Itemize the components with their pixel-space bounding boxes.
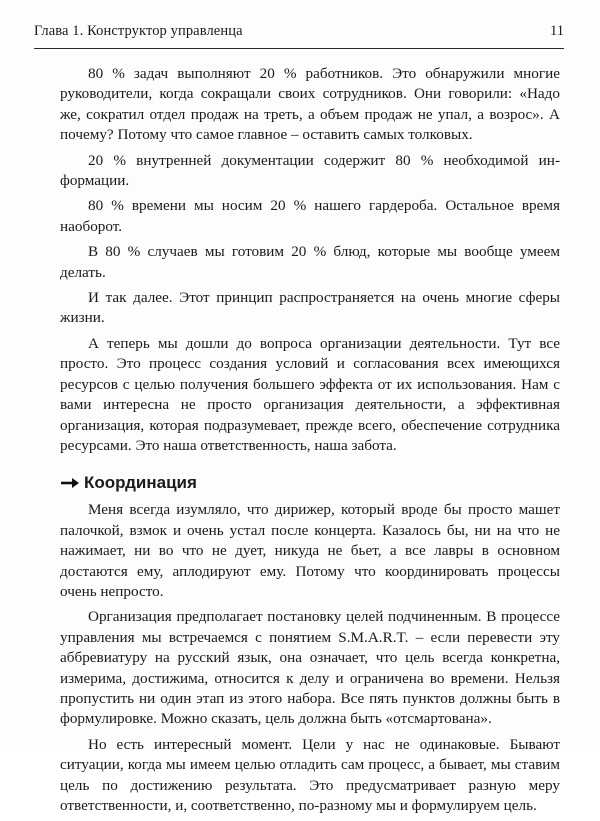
paragraph: И так далее. Этот принцип распространяется на очень многие сферы жизни. — [60, 289, 560, 327]
paragraph: 80 % времени мы носим 20 % нашего гардероба. Остальное время наоборот. — [60, 197, 560, 235]
arrow-right-icon — [60, 476, 80, 490]
header-rule — [34, 48, 564, 49]
paragraph: А теперь мы дошли до вопроса организации деятельности. Тут все просто. Это процесс создания условий и согласования всех имеющихся ресурсов с целью получения большего эффекта от их использования. Нам с вами интересна не просто организация деятельности, а эффективная организация, которая подразумевает, прежде всего, обеспечение сотрудника ресурсами. Это наша ответственность, наша забота. — [60, 334, 560, 454]
paragraph: Организация предполагает постановку целей подчиненным. В процессе управления мы встречаемся с понятием S.M.A.R.T. – если перевести эту аббревиатуру на русский язык, она означает, что цель всегда конкретна, измерима, достижима, относится к делу и ограничена во времени. Нельзя пропустить ни один этап из этого набора. Все пять пунктов должны быть в формулировке. Можно сказать, цель должна быть «отсмартована». — [60, 608, 560, 728]
chapter-title: Глава 1. Конструктор управленца — [34, 23, 243, 39]
page-number: 11 — [550, 23, 564, 39]
paragraph: 20 % внутренней документации содержит 80 % необходимой информации. — [60, 151, 560, 190]
paragraph: 80 % задач выполняют 20 % работников. Это обнаружили многие руководители, когда сокращали своих сотрудников. Они говорили: «Надо же, сократил отдел продаж на треть, а объем продаж не упал, а возрос». А почему? Потому что самое главное – оставить самых толковых. — [60, 65, 560, 144]
running-header — [34, 23, 564, 45]
section-heading — [60, 472, 560, 494]
paragraph: В 80 % случаев мы готовим 20 % блюд, которые мы вообще умеем делать. — [60, 243, 560, 281]
paragraph: Меня всегда изумляло, что дирижер, который вроде бы просто машет палочкой, взмок и очень устал после концерта. Казалось бы, ни на что не нажимает, ни во что не дует, никуда не бьет, а все лавры в основном достаются ему, аплодируют ему. Потому что координировать процессы очень непросто. — [60, 501, 560, 600]
paragraph: Но есть интересный момент. Цели у нас не одинаковые. Бывают ситуации, когда мы имеем целью отладить сам процесс, а бывает, мы ставим цель по достижению результата. Это предусматривает разную меру ответственности, и, соответственно, по-разному мы и формулируем цель. — [60, 735, 560, 814]
section-heading-label: Координация — [84, 473, 197, 493]
body-text — [60, 64, 560, 821]
